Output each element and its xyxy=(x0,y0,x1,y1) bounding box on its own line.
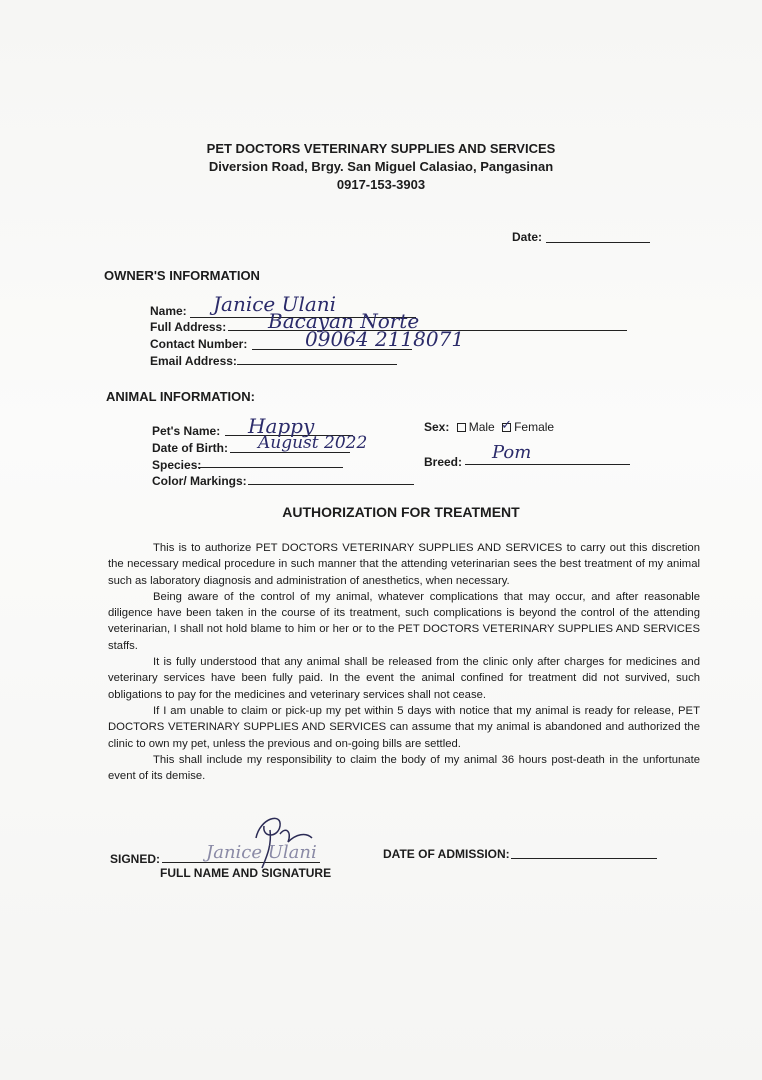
email-label: Email Address: xyxy=(150,354,237,368)
dob-label: Date of Birth: xyxy=(152,441,228,455)
dob-value: August 2022 xyxy=(258,433,368,453)
clinic-address: Diversion Road, Brgy. San Miguel Calasiao, Pangasinan xyxy=(208,159,554,174)
owner-name-label: Name: xyxy=(150,304,187,318)
clinic-phone: 0917-153-3903 xyxy=(336,177,426,192)
authorization-paragraph: This is to authorize PET DOCTORS VETERINARY SUPPLIES AND SERVICES to carry out this discretion the necessary medical procedure in such manner that the attending veterinarian sees the best treatment of my animal such as laboratory diagnosis and administration of anesthetics, when necessary. xyxy=(108,542,700,587)
pet-name-value: Happy xyxy=(248,414,315,438)
admission-date-label: DATE OF ADMISSION: xyxy=(383,847,510,861)
male-option-label: Male xyxy=(468,420,495,434)
authorization-paragraph: If I am unable to claim or pick-up my pet within 5 days with notice that my animal is ready for release, PET DOCTORS VETERINARY SUPPLIES AND SERVICES can assume that my animal is abandoned and authorized the clinic to own my pet, unless the previous and on-going bills are settled. xyxy=(108,704,700,750)
markings-field[interactable] xyxy=(248,484,414,485)
species-field[interactable] xyxy=(198,467,343,468)
clinic-name: PET DOCTORS VETERINARY SUPPLIES AND SERVICES xyxy=(206,141,556,156)
breed-field[interactable] xyxy=(465,464,630,465)
authorization-paragraph: This shall include my responsibility to claim the body of my animal 36 hours post-death in the unfortunate event of its demise. xyxy=(108,753,700,783)
male-checkbox[interactable] xyxy=(457,423,466,432)
contact-number-value: 09064 2118071 xyxy=(305,327,465,351)
authorization-paragraph: It is fully understood that any animal shall be released from the clinic only after charges for medicines and veterinary services have been fully paid. In the event the animal confined for treatment did not survived, such obligations to pay for the medicines and veterinary services shall not cease. xyxy=(108,656,700,701)
sex-label-text: Sex: xyxy=(424,420,450,434)
pet-name-label: Pet's Name: xyxy=(152,424,221,438)
signature-caption: FULL NAME AND SIGNATURE xyxy=(160,866,332,880)
admission-date-field[interactable] xyxy=(511,858,657,859)
female-option-label: Female xyxy=(514,420,555,434)
contact-number-label: Contact Number: xyxy=(150,337,248,351)
email-field[interactable] xyxy=(237,364,397,365)
owner-address-value: Bacayan Norte xyxy=(268,309,420,333)
sex-label xyxy=(424,417,555,434)
checkmark-icon: ✓ xyxy=(501,417,512,433)
animal-section-title: ANIMAL INFORMATION: xyxy=(106,389,255,404)
signed-label: SIGNED: xyxy=(110,852,161,866)
owner-section-title: OWNER'S INFORMATION xyxy=(104,268,260,283)
owner-name-value: Janice Ulani xyxy=(213,292,337,316)
species-label: Species: xyxy=(152,458,202,472)
authorization-body xyxy=(108,540,700,784)
female-checkbox[interactable] xyxy=(501,417,512,433)
markings-label: Color/ Markings: xyxy=(152,474,247,488)
date-label: Date: xyxy=(512,230,543,244)
breed-label: Breed: xyxy=(424,455,463,469)
signature-drawing xyxy=(196,808,346,870)
authorization-title: AUTHORIZATION FOR TREATMENT xyxy=(282,504,520,520)
date-field[interactable] xyxy=(546,242,650,243)
signer-name-text: Janice Ulani xyxy=(206,842,317,863)
owner-address-label: Full Address: xyxy=(150,320,227,334)
authorization-paragraph: Being aware of the control of my animal, whatever complications that may occur, and after reasonable diligence have been taken in the course of its treatment, such complications is beyond the control of the attending veterinarian, I shall not hold blame to him or her or to the PET DOCTORS VETERINARY SUPPLIES AND SERVICES staffs. xyxy=(108,590,700,652)
breed-value: Pom xyxy=(492,442,532,463)
